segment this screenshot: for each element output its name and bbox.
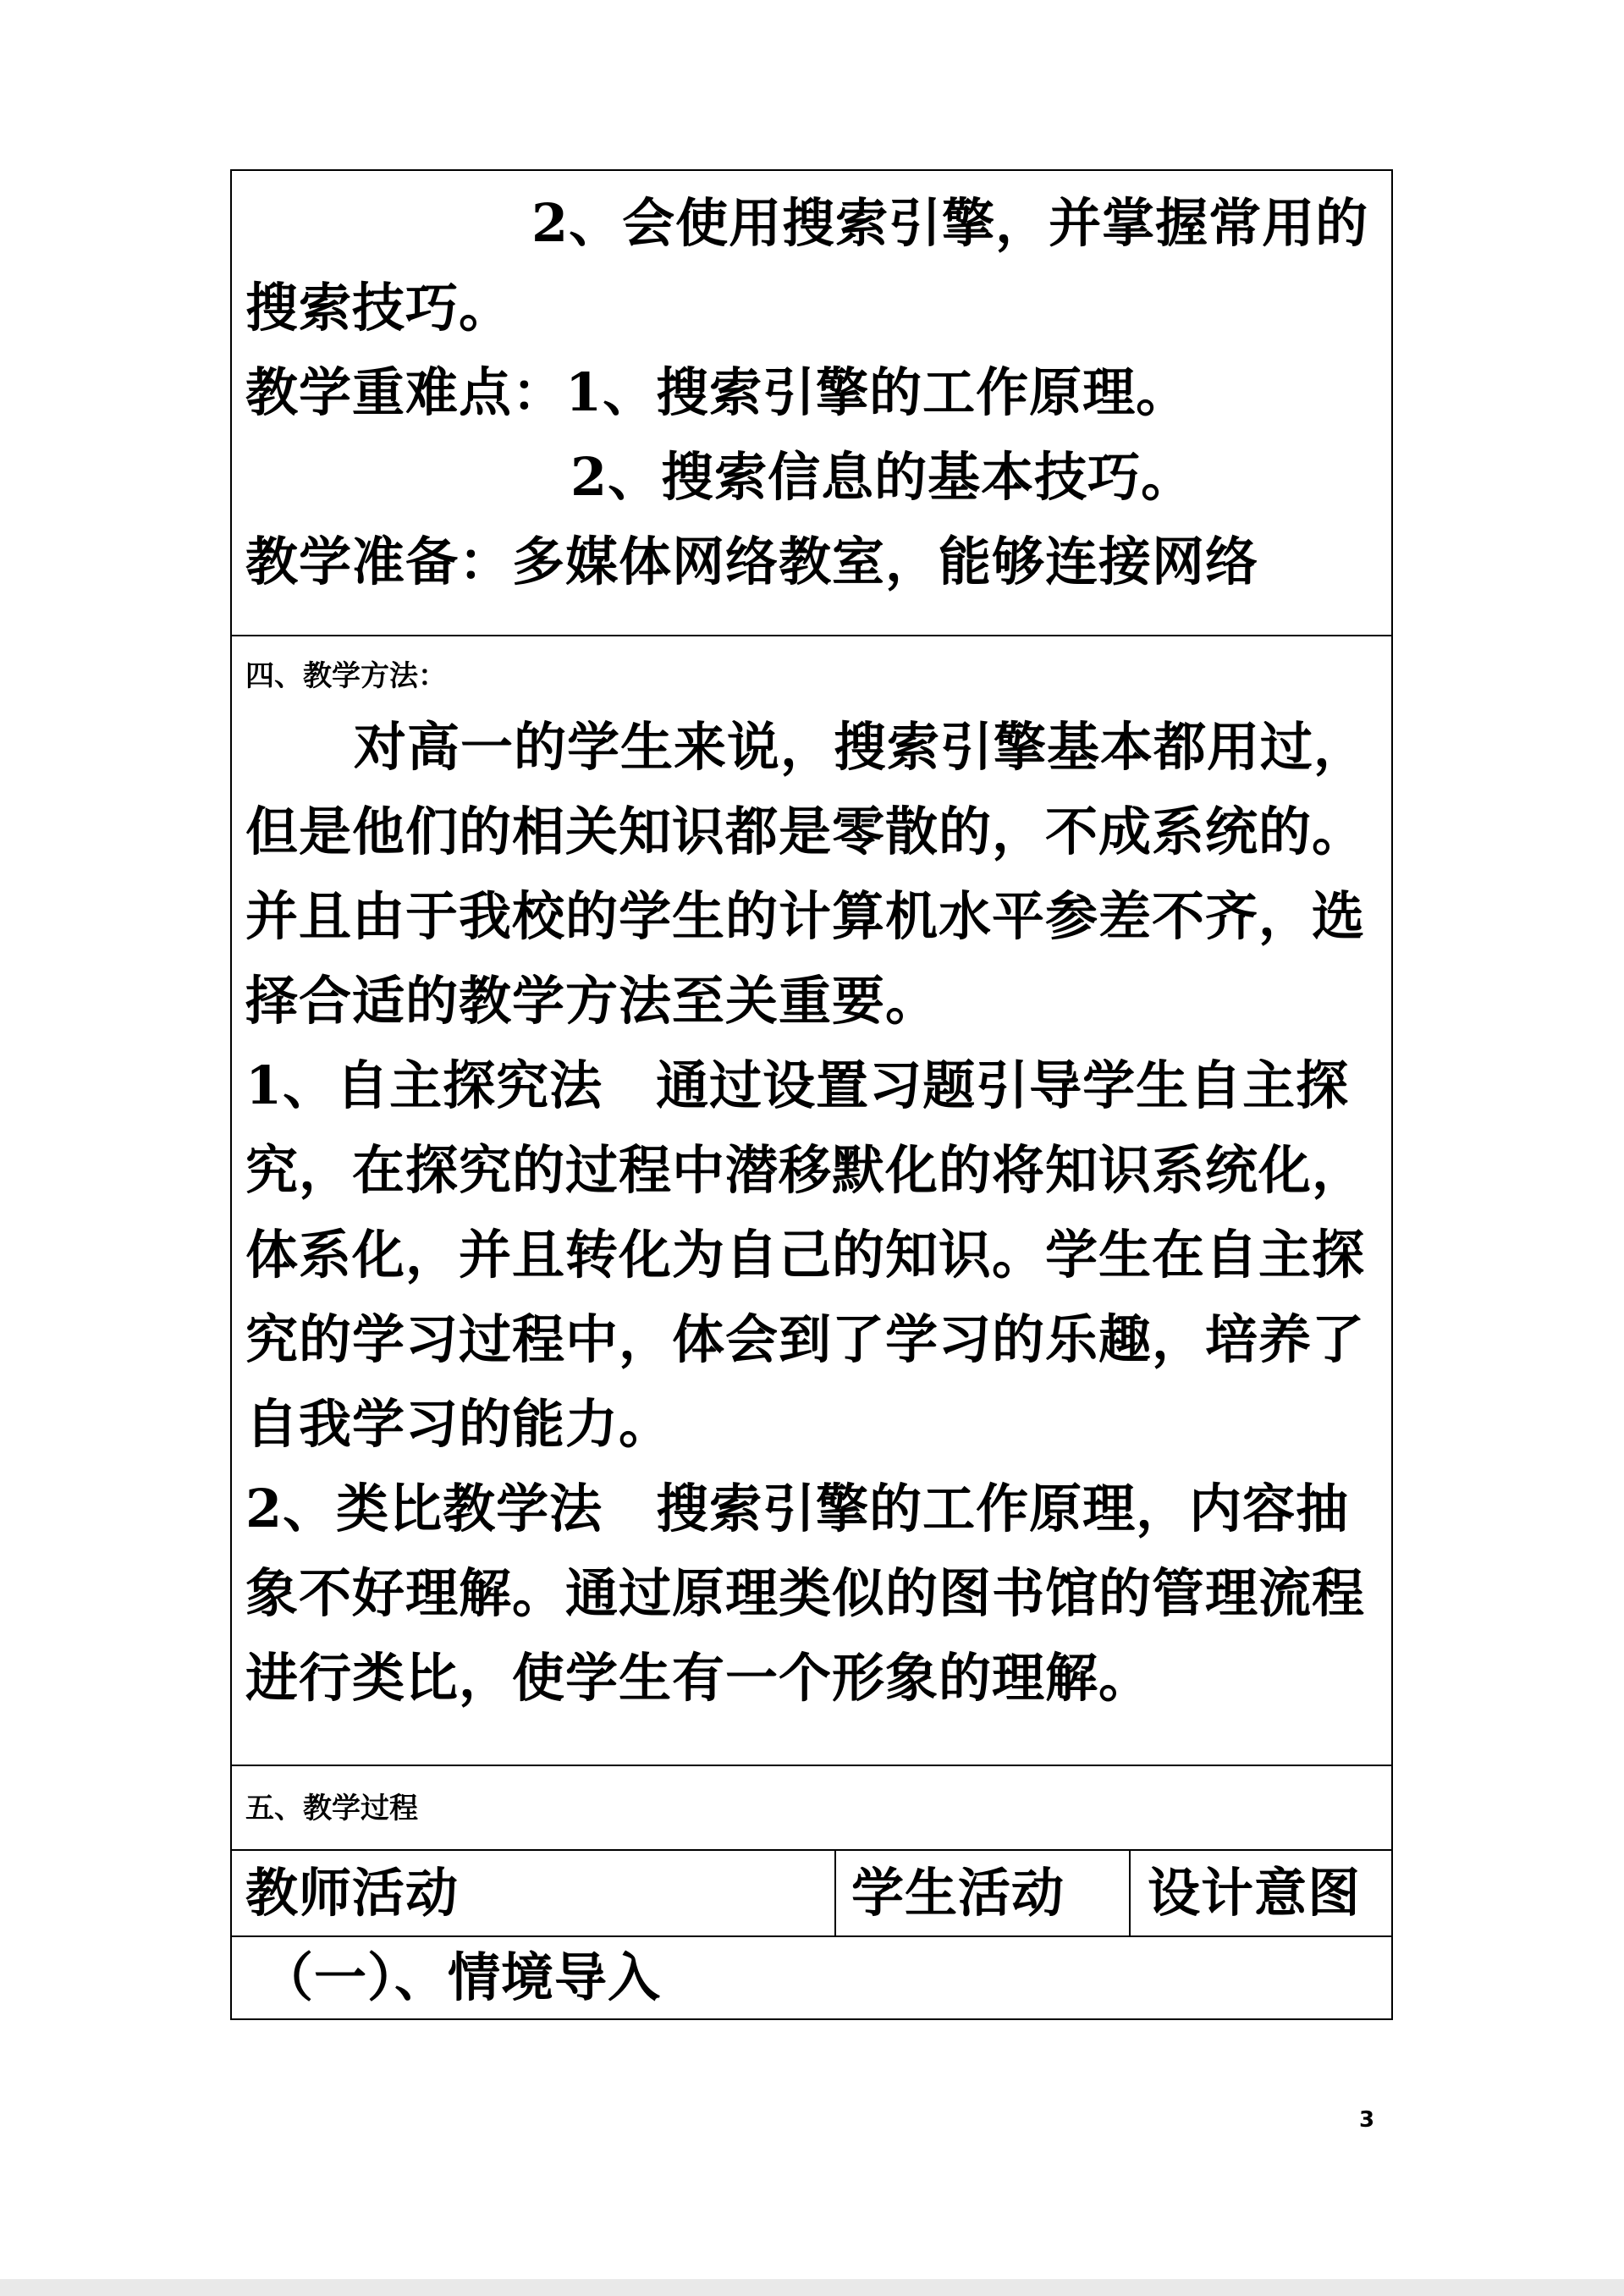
paragraph-line: 1、自主探究法 通过设置习题引导学生自主探	[245, 1054, 1350, 1116]
objective-line: 搜索技巧。	[245, 277, 513, 339]
paragraph-line: 但是他们的相关知识都是零散的，不成系统的。	[245, 801, 1366, 862]
column-header-label: 设计意图	[1148, 1862, 1362, 1924]
column-header-student	[836, 1851, 1131, 1935]
page-bottom-edge	[0, 2279, 1624, 2296]
paragraph-line: 体系化，并且转化为自己的知识。学生在自主探	[245, 1224, 1366, 1286]
key-points-line: 2、搜索信息的基本技巧。	[570, 446, 1195, 508]
teaching-methods-row	[232, 636, 1391, 1766]
lesson-plan-table	[230, 169, 1393, 2020]
key-points-line: 教学重难点：1、搜索引擎的工作原理。	[245, 361, 1190, 423]
column-header-intent	[1131, 1851, 1391, 1935]
column-header-label: 教师活动	[245, 1862, 460, 1924]
section-heading: 五、教学过程	[245, 1792, 418, 1825]
paragraph-line: 象不好理解。通过原理类似的图书馆的管理流程	[245, 1562, 1366, 1624]
paragraph-line: 2、类比教学法 搜索引擎的工作原理，内容抽	[245, 1478, 1350, 1539]
objectives-row	[232, 171, 1391, 636]
objective-line: 2、会使用搜索引擎，并掌握常用的	[531, 192, 1369, 254]
paragraph-line: 进行类比，使学生有一个形象的理解。	[245, 1647, 1153, 1709]
column-header-teacher	[232, 1851, 836, 1935]
paragraph-line: 并且由于我校的学生的计算机水平参差不齐，选	[245, 885, 1366, 947]
subsection-title: （一）、情境导入	[261, 1946, 662, 2008]
table-header-row	[232, 1851, 1391, 1937]
section-heading: 四、教学方法：	[245, 659, 447, 693]
paragraph-line: 择合适的教学方法至关重要。	[245, 970, 939, 1032]
teaching-process-row	[232, 1766, 1391, 1851]
paragraph-line: 对高一的学生来说，搜索引擎基本都用过，	[354, 716, 1368, 778]
subsection-row	[232, 1937, 1391, 2018]
paragraph-line: 究，在探究的过程中潜移默化的将知识系统化，	[245, 1139, 1366, 1201]
paragraph-line: 究的学习过程中，体会到了学习的乐趣，培养了	[245, 1308, 1366, 1370]
paragraph-line: 自我学习的能力。	[245, 1393, 673, 1455]
teaching-methods-text	[245, 705, 1367, 1721]
column-header-label: 学生活动	[851, 1862, 1065, 1924]
preparation-line: 教学准备：多媒体网络教室，能够连接网络	[245, 531, 1259, 592]
page-number: 3	[1359, 2107, 1375, 2133]
